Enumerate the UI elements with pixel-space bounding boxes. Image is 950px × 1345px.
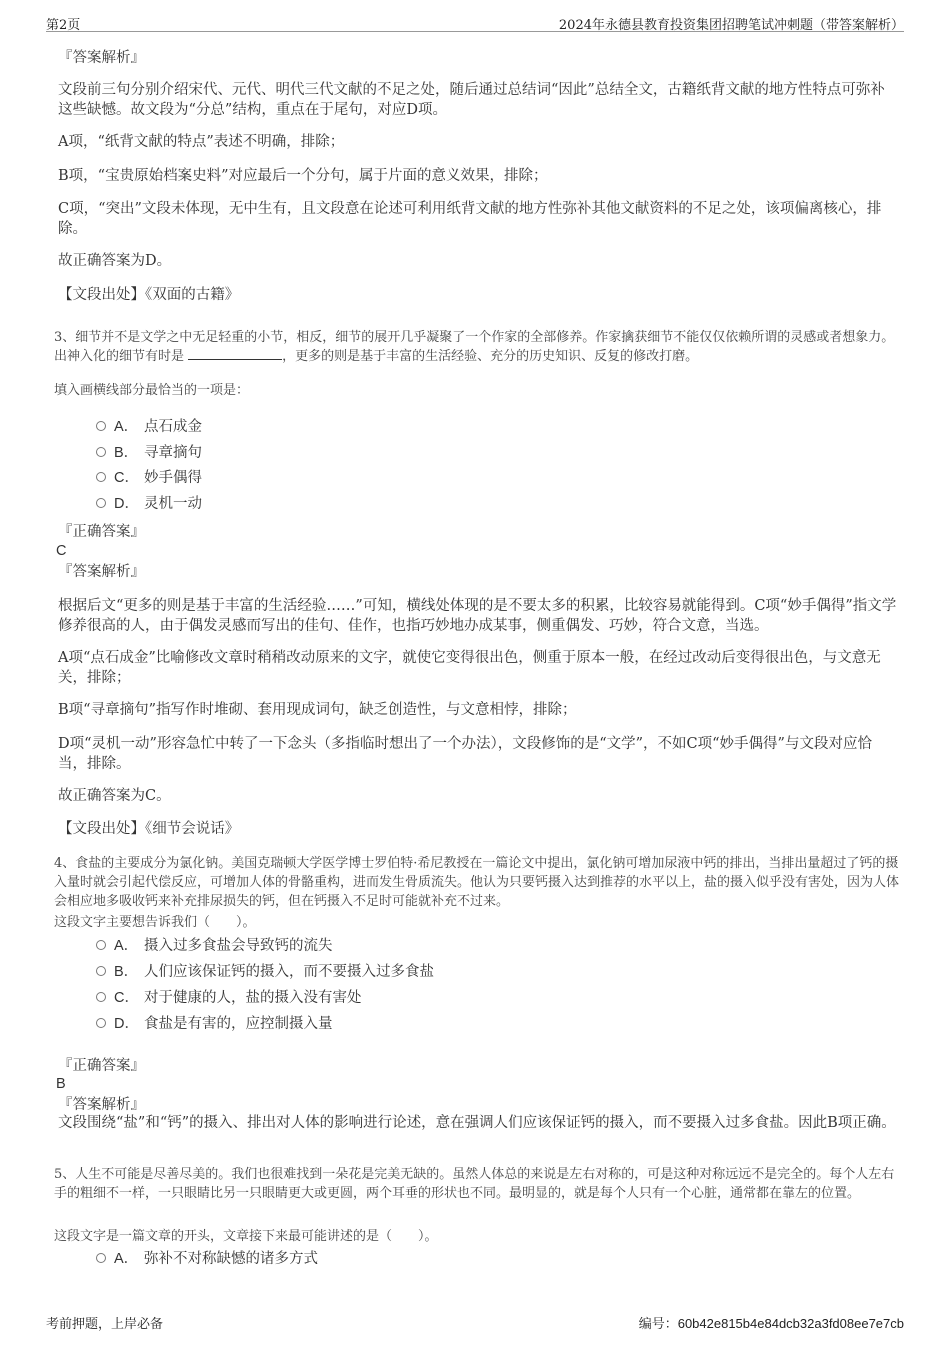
q3-option-c[interactable]: [96, 468, 202, 488]
option-text: 灵机一动: [144, 496, 202, 512]
radio-icon[interactable]: [96, 1253, 106, 1263]
q4-option-c[interactable]: [96, 988, 362, 1008]
q2-analysis-p4: C项，“突出”文段未体现，无中生有，且文段意在论述可利用纸背文献的地方性弥补其他文献资料的不足之处，该项偏离核心，排除。: [58, 201, 882, 237]
radio-icon[interactable]: [96, 992, 106, 1002]
page-header: [46, 14, 904, 32]
option-letter: A．: [114, 1251, 139, 1267]
option-text: 妙手偶得: [144, 470, 202, 486]
option-text: 点石成金: [144, 419, 202, 435]
option-letter: B．: [114, 445, 139, 461]
q5-option-a[interactable]: [96, 1249, 318, 1269]
q2-analysis-p2: A项，“纸背文献的特点”表述不明确，排除；: [58, 134, 345, 150]
q4-correct-label: 『正确答案』: [58, 1058, 145, 1074]
q3-stem-part1: 3、细节并不是文学之中无足轻重的小节，相反，细节的展开几乎凝聚了一个作家的全部修养。作家擒获细节不能仅仅依赖所谓的灵感或者想象力。出神入化的细节有时是: [54, 330, 895, 364]
footer-code-label: 编号：: [638, 1317, 678, 1332]
option-text: 食盐是有害的，应控制摄入量: [144, 1016, 333, 1032]
q2-analysis-p1: 文段前三句分别介绍宋代、元代、明代三代文献的不足之处，随后通过总结词“因此”总结全文，古籍纸背文献的地方性特点可弥补这些缺憾。故文段为“分总”结构，重点在于尾句，对应D项。: [58, 82, 885, 118]
q4-correct-answer: B: [56, 1076, 66, 1092]
q4-option-b[interactable]: [96, 962, 434, 982]
option-letter: D．: [114, 496, 139, 512]
radio-icon[interactable]: [96, 940, 106, 950]
q3-option-d[interactable]: [96, 494, 202, 514]
q3-option-a[interactable]: [96, 417, 202, 437]
option-letter: C．: [114, 470, 139, 486]
option-letter: A．: [114, 419, 139, 435]
option-text: 摄入过多食盐会导致钙的流失: [144, 938, 333, 954]
q3-analysis-p1: 根据后文“更多的则是基于丰富的生活经验……”可知，横线处体现的是不要太多的积累，比较容易就能得到。C项“妙手偶得”指文学修养很高的人，由于偶发灵感而写出的佳句、佳作，也指巧妙地办成某事，侧重偶发、巧妙，符合文意，当选。: [58, 598, 897, 634]
option-text: 寻章摘句: [144, 445, 202, 461]
q3-correct-label: 『正确答案』: [58, 524, 145, 540]
q4-analysis-label: 『答案解析』: [58, 1097, 145, 1113]
q3-prompt: 填入画横线部分最恰当的一项是：: [54, 383, 250, 398]
radio-icon[interactable]: [96, 421, 106, 431]
option-letter: B．: [114, 964, 139, 980]
q3-analysis-p5: 故正确答案为C。: [58, 788, 171, 804]
q3-source: 【文段出处】《细节会说话》: [58, 821, 240, 837]
option-letter: A．: [114, 938, 139, 954]
radio-icon[interactable]: [96, 447, 106, 457]
option-text: 人们应该保证钙的摄入，而不要摄入过多食盐: [144, 964, 434, 980]
header-divider: [46, 31, 904, 32]
q4-option-d[interactable]: [96, 1014, 333, 1034]
radio-icon[interactable]: [96, 498, 106, 508]
q3-correct-answer: C: [56, 543, 67, 559]
radio-icon[interactable]: [96, 472, 106, 482]
q3-analysis-p3: B项“寻章摘句”指写作时堆砌、套用现成词句，缺乏创造性，与文意相悖，排除；: [58, 702, 577, 718]
q4-analysis: 文段围绕“盐”和“钙”的摄入、排出对人体的影响进行论述，意在强调人们应该保证钙的摄入，而不要摄入过多食盐。因此B项正确。: [58, 1115, 896, 1131]
option-letter: D．: [114, 1016, 139, 1032]
q4-stem: 4、食盐的主要成分为氯化钠。美国克瑞顿大学医学博士罗伯特·希尼教授在一篇论文中提出，氯化钠可增加尿液中钙的排出，当排出量超过了钙的摄入量时就会引起代偿反应，可增加人体的骨骼重构，进而发生骨质流失。他认为只要钙摄入达到推荐的水平以上，盐的摄入似乎没有害处，因为人体会相应地多吸收钙来补充排尿损失的钙，但在钙摄入不足时可能就补充不过来。: [54, 856, 900, 909]
q3-analysis-p2: A项“点石成金”比喻修改文章时稍稍改动原来的文字，就使它变得很出色，侧重于原本一般，在经过改动后变得很出色，与文意无关，排除；: [58, 650, 881, 686]
fill-blank: [188, 347, 282, 360]
q5-prompt: 这段文字是一篇文章的开头，文章接下来最可能讲述的是（ ）。: [54, 1229, 438, 1244]
option-text: 对于健康的人，盐的摄入没有害处: [144, 990, 362, 1006]
q2-source: 【文段出处】《双面的古籍》: [58, 287, 240, 303]
q4-option-a[interactable]: [96, 936, 333, 956]
page-number: 第2页: [46, 18, 81, 33]
q2-analysis-label: 『答案解析』: [58, 50, 145, 66]
radio-icon[interactable]: [96, 966, 106, 976]
document-title: 2024年永德县教育投资集团招聘笔试冲刺题（带答案解析）: [558, 18, 904, 33]
q3-option-b[interactable]: [96, 443, 202, 463]
footer-code-value: 60b42e815b4e84dcb32a3fd08ee7e7cb: [677, 1316, 904, 1331]
option-text: 弥补不对称缺憾的诸多方式: [144, 1251, 318, 1267]
q3-stem-part2: ，更多的则是基于丰富的生活经验、充分的历史知识、反复的修改打磨。: [282, 349, 699, 364]
q5-stem: 5、人生不可能是尽善尽美的。我们也很难找到一朵花是完美无缺的。虽然人体总的来说是左右对称的，可是这种对称远远不是完全的。每个人左右手的粗细不一样，一只眼睛比另一只眼睛更大或更圆，两个耳垂的形状也不同。最明显的，就是每个人只有一个心脏，通常都在靠左的位置。: [54, 1167, 895, 1201]
q3-analysis-p4: D项“灵机一动”形容急忙中转了一下念头（多指临时想出了一个办法），文段修饰的是“文学”，不如C项“妙手偶得”与文段对应恰当，排除。: [58, 736, 872, 772]
q4-prompt: 这段文字主要想告诉我们（ ）。: [54, 915, 256, 930]
q2-analysis-p5: 故正确答案为D。: [58, 253, 172, 269]
radio-icon[interactable]: [96, 1018, 106, 1028]
option-letter: C．: [114, 990, 139, 1006]
q2-analysis-p3: B项，“宝贵原始档案史料”对应最后一个分句，属于片面的意义效果，排除；: [58, 168, 548, 184]
footer-code: [639, 1313, 904, 1332]
q3-analysis-label: 『答案解析』: [58, 564, 145, 580]
q3-stem: [54, 328, 899, 366]
footer-slogan: 考前押题，上岸必备: [46, 1317, 164, 1332]
